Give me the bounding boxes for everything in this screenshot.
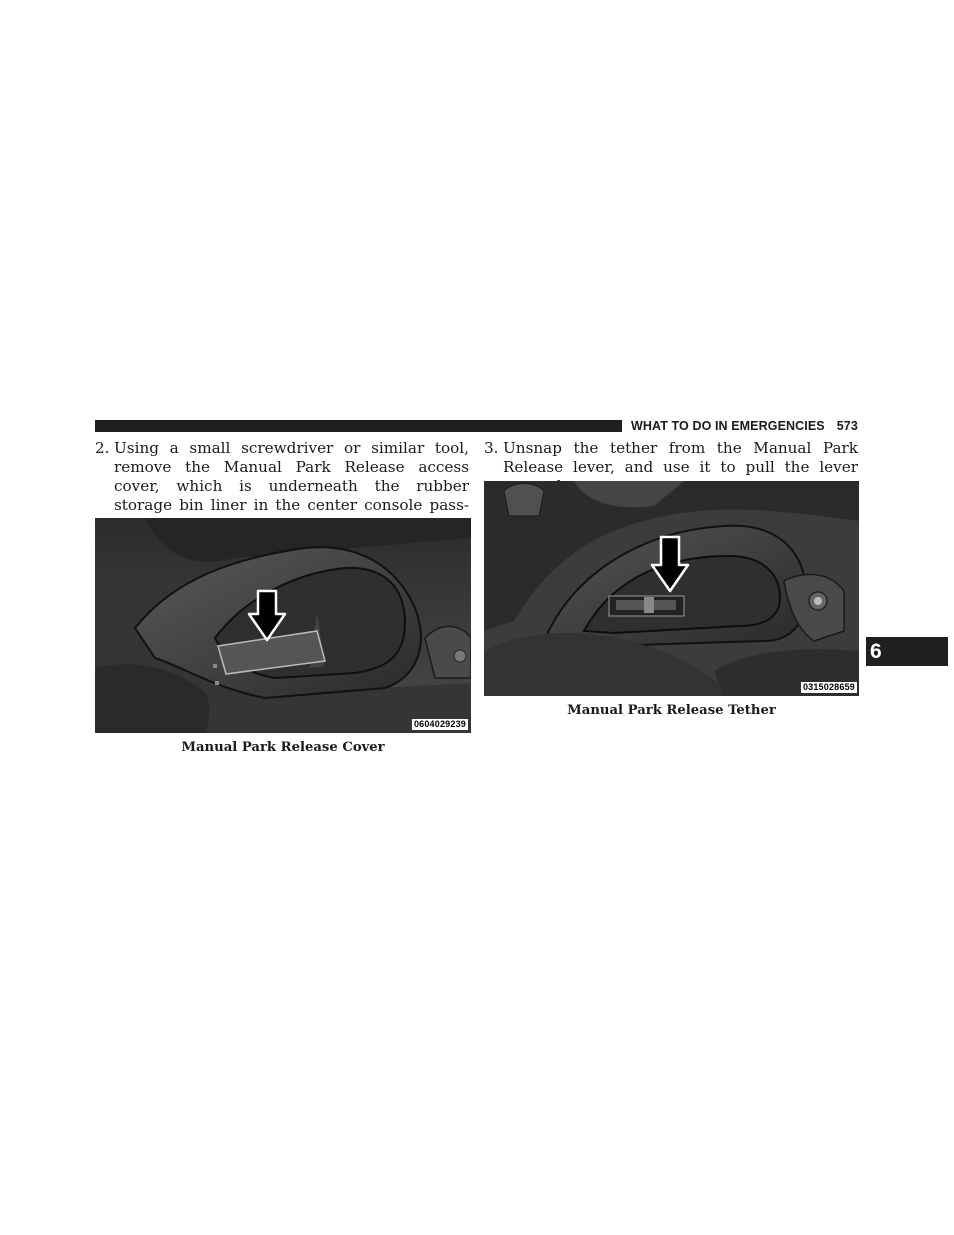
step-text: Using a small screwdriver or similar tool, remove the Manual Park Release access cover, which is underneath the rubber storage bin liner in the center console pass- [114,439,469,514]
figure-manual-park-release-cover [95,518,471,733]
step-number: 3. [484,439,499,457]
tether-illustration [484,481,859,696]
figure-caption: Manual Park Release Tether [567,703,776,718]
chapter-tab: 6 [866,637,948,666]
header-rule [95,420,622,432]
page-number: 573 [836,419,858,433]
running-header [631,418,858,434]
console-cover-illustration [95,518,471,733]
section-title: WHAT TO DO IN EMERGENCIES [631,419,825,433]
figure-manual-park-release-tether [484,481,859,696]
step-number: 2. [95,439,110,457]
figure-id: 0604029239 [413,719,466,729]
step-text: Unsnap the tether from the Manual Park Release lever, and use it to pull the lever [503,439,858,476]
figure-caption: Manual Park Release Cover [181,740,385,755]
figure-id: 0315028659 [802,682,855,692]
